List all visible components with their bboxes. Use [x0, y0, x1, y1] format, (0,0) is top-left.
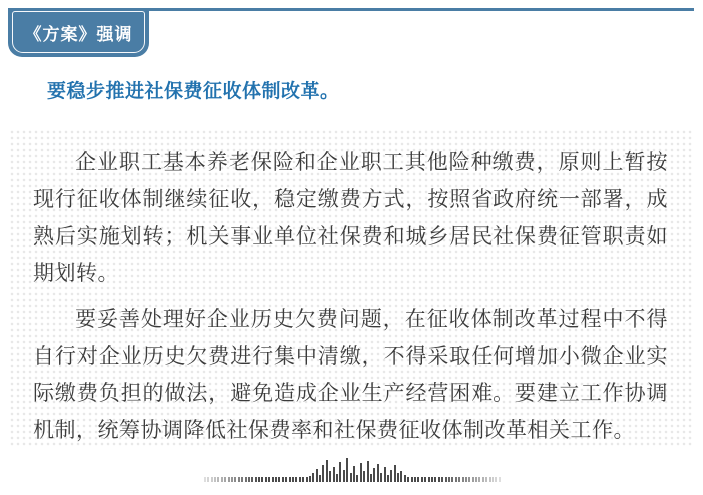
waveform-bar	[499, 477, 501, 482]
waveform-bar	[295, 477, 297, 482]
waveform-bar	[241, 477, 243, 482]
waveform-bar	[400, 471, 402, 482]
waveform-bar	[272, 477, 274, 482]
waveform-bar	[306, 477, 308, 482]
waveform-bar	[333, 467, 335, 482]
waveform-bar	[431, 477, 433, 482]
waveform-bar	[339, 462, 341, 482]
section-header-badge	[8, 8, 149, 57]
audio-waveform-decoration	[203, 459, 503, 482]
waveform-bar	[438, 477, 440, 482]
waveform-bar	[275, 477, 277, 482]
waveform-bar	[319, 475, 321, 482]
waveform-bar	[363, 471, 365, 482]
policy-paragraph-1: 企业职工基本养老保险和企业职工其他险种缴费，原则上暂按现行征收体制继续征收，稳定缴费方式，按照省政府统一部署，成熟后实施划转；机关事业单位社保费和城乡居民社保费征管职责如期划转。	[33, 150, 668, 285]
waveform-bar	[441, 477, 443, 482]
waveform-bar	[380, 473, 382, 482]
waveform-bar	[238, 477, 240, 482]
waveform-bar	[468, 477, 470, 482]
waveform-bar	[245, 477, 247, 482]
waveform-bar	[322, 465, 324, 482]
waveform-bar	[214, 477, 216, 482]
waveform-bar	[495, 477, 497, 482]
waveform-bar	[384, 467, 386, 482]
waveform-bar	[265, 477, 267, 482]
waveform-bar	[221, 477, 223, 482]
waveform-bar	[492, 477, 494, 482]
waveform-bar	[251, 477, 253, 482]
waveform-bar	[217, 477, 219, 482]
waveform-bar	[424, 477, 426, 482]
waveform-bar	[261, 477, 263, 482]
waveform-bar	[207, 477, 209, 482]
waveform-bar	[234, 477, 236, 482]
waveform-bar	[404, 475, 406, 482]
waveform-bar	[489, 477, 491, 482]
waveform-bar	[428, 477, 430, 482]
policy-paragraph-2: 要妥善处理好企业历史欠费问题，在征收体制改革过程中不得自行对企业历史欠费进行集中清缴，不得采取任何增加小微企业实际缴费负担的做法，避免造成企业生产经营困难。要建立工作协调机制，统筹协调降低社保费率和社保费征收体制改革相关工作。	[33, 307, 668, 442]
waveform-bar	[485, 477, 487, 482]
waveform-bar	[458, 477, 460, 482]
waveform-bar	[248, 477, 250, 482]
waveform-bar	[343, 470, 345, 482]
waveform-bar	[326, 460, 328, 482]
waveform-bar	[414, 477, 416, 482]
waveform-bar	[370, 474, 372, 482]
waveform-bar	[451, 477, 453, 482]
waveform-bar	[482, 477, 484, 482]
waveform-bar	[285, 477, 287, 482]
waveform-bar	[282, 477, 284, 482]
waveform-bar	[445, 477, 447, 482]
waveform-bar	[478, 477, 480, 482]
waveform-bar	[434, 477, 436, 482]
waveform-bar	[397, 473, 399, 482]
policy-text-panel	[8, 128, 692, 448]
waveform-bar	[204, 477, 206, 482]
waveform-bar	[462, 477, 464, 482]
waveform-bar	[455, 477, 457, 482]
waveform-bar	[356, 475, 358, 482]
waveform-bar	[289, 477, 291, 482]
waveform-bar	[309, 476, 311, 482]
waveform-bar	[377, 464, 379, 482]
waveform-bar	[472, 477, 474, 482]
waveform-bar	[211, 477, 213, 482]
waveform-bar	[411, 477, 413, 482]
waveform-bar	[255, 477, 257, 482]
waveform-bar	[302, 477, 304, 482]
waveform-bar	[367, 461, 369, 482]
waveform-bar	[228, 477, 230, 482]
waveform-bar	[336, 474, 338, 482]
waveform-bar	[417, 477, 419, 482]
waveform-bar	[312, 473, 314, 482]
waveform-bar	[258, 477, 260, 482]
waveform-bar	[373, 468, 375, 482]
waveform-bar	[329, 471, 331, 482]
waveform-bar	[299, 477, 301, 482]
waveform-bar	[350, 473, 352, 482]
waveform-bar	[448, 477, 450, 482]
waveform-bar	[407, 477, 409, 482]
waveform-bar	[231, 477, 233, 482]
waveform-bar	[394, 465, 396, 482]
waveform-bar	[387, 475, 389, 482]
waveform-bar	[360, 463, 362, 482]
waveform-bar	[421, 477, 423, 482]
waveform-bar	[390, 470, 392, 482]
waveform-bar	[475, 477, 477, 482]
waveform-bar	[316, 469, 318, 482]
section-header-label: 《方案》强调	[24, 25, 133, 44]
waveform-bar	[346, 458, 348, 482]
waveform-bar	[268, 477, 270, 482]
waveform-bar	[292, 477, 294, 482]
waveform-bar	[353, 466, 355, 482]
waveform-bar	[465, 477, 467, 482]
waveform-bar	[224, 477, 226, 482]
emphasis-subtitle: 要稳步推进社保费征收体制改革。	[47, 81, 340, 102]
waveform-bar	[278, 477, 280, 482]
